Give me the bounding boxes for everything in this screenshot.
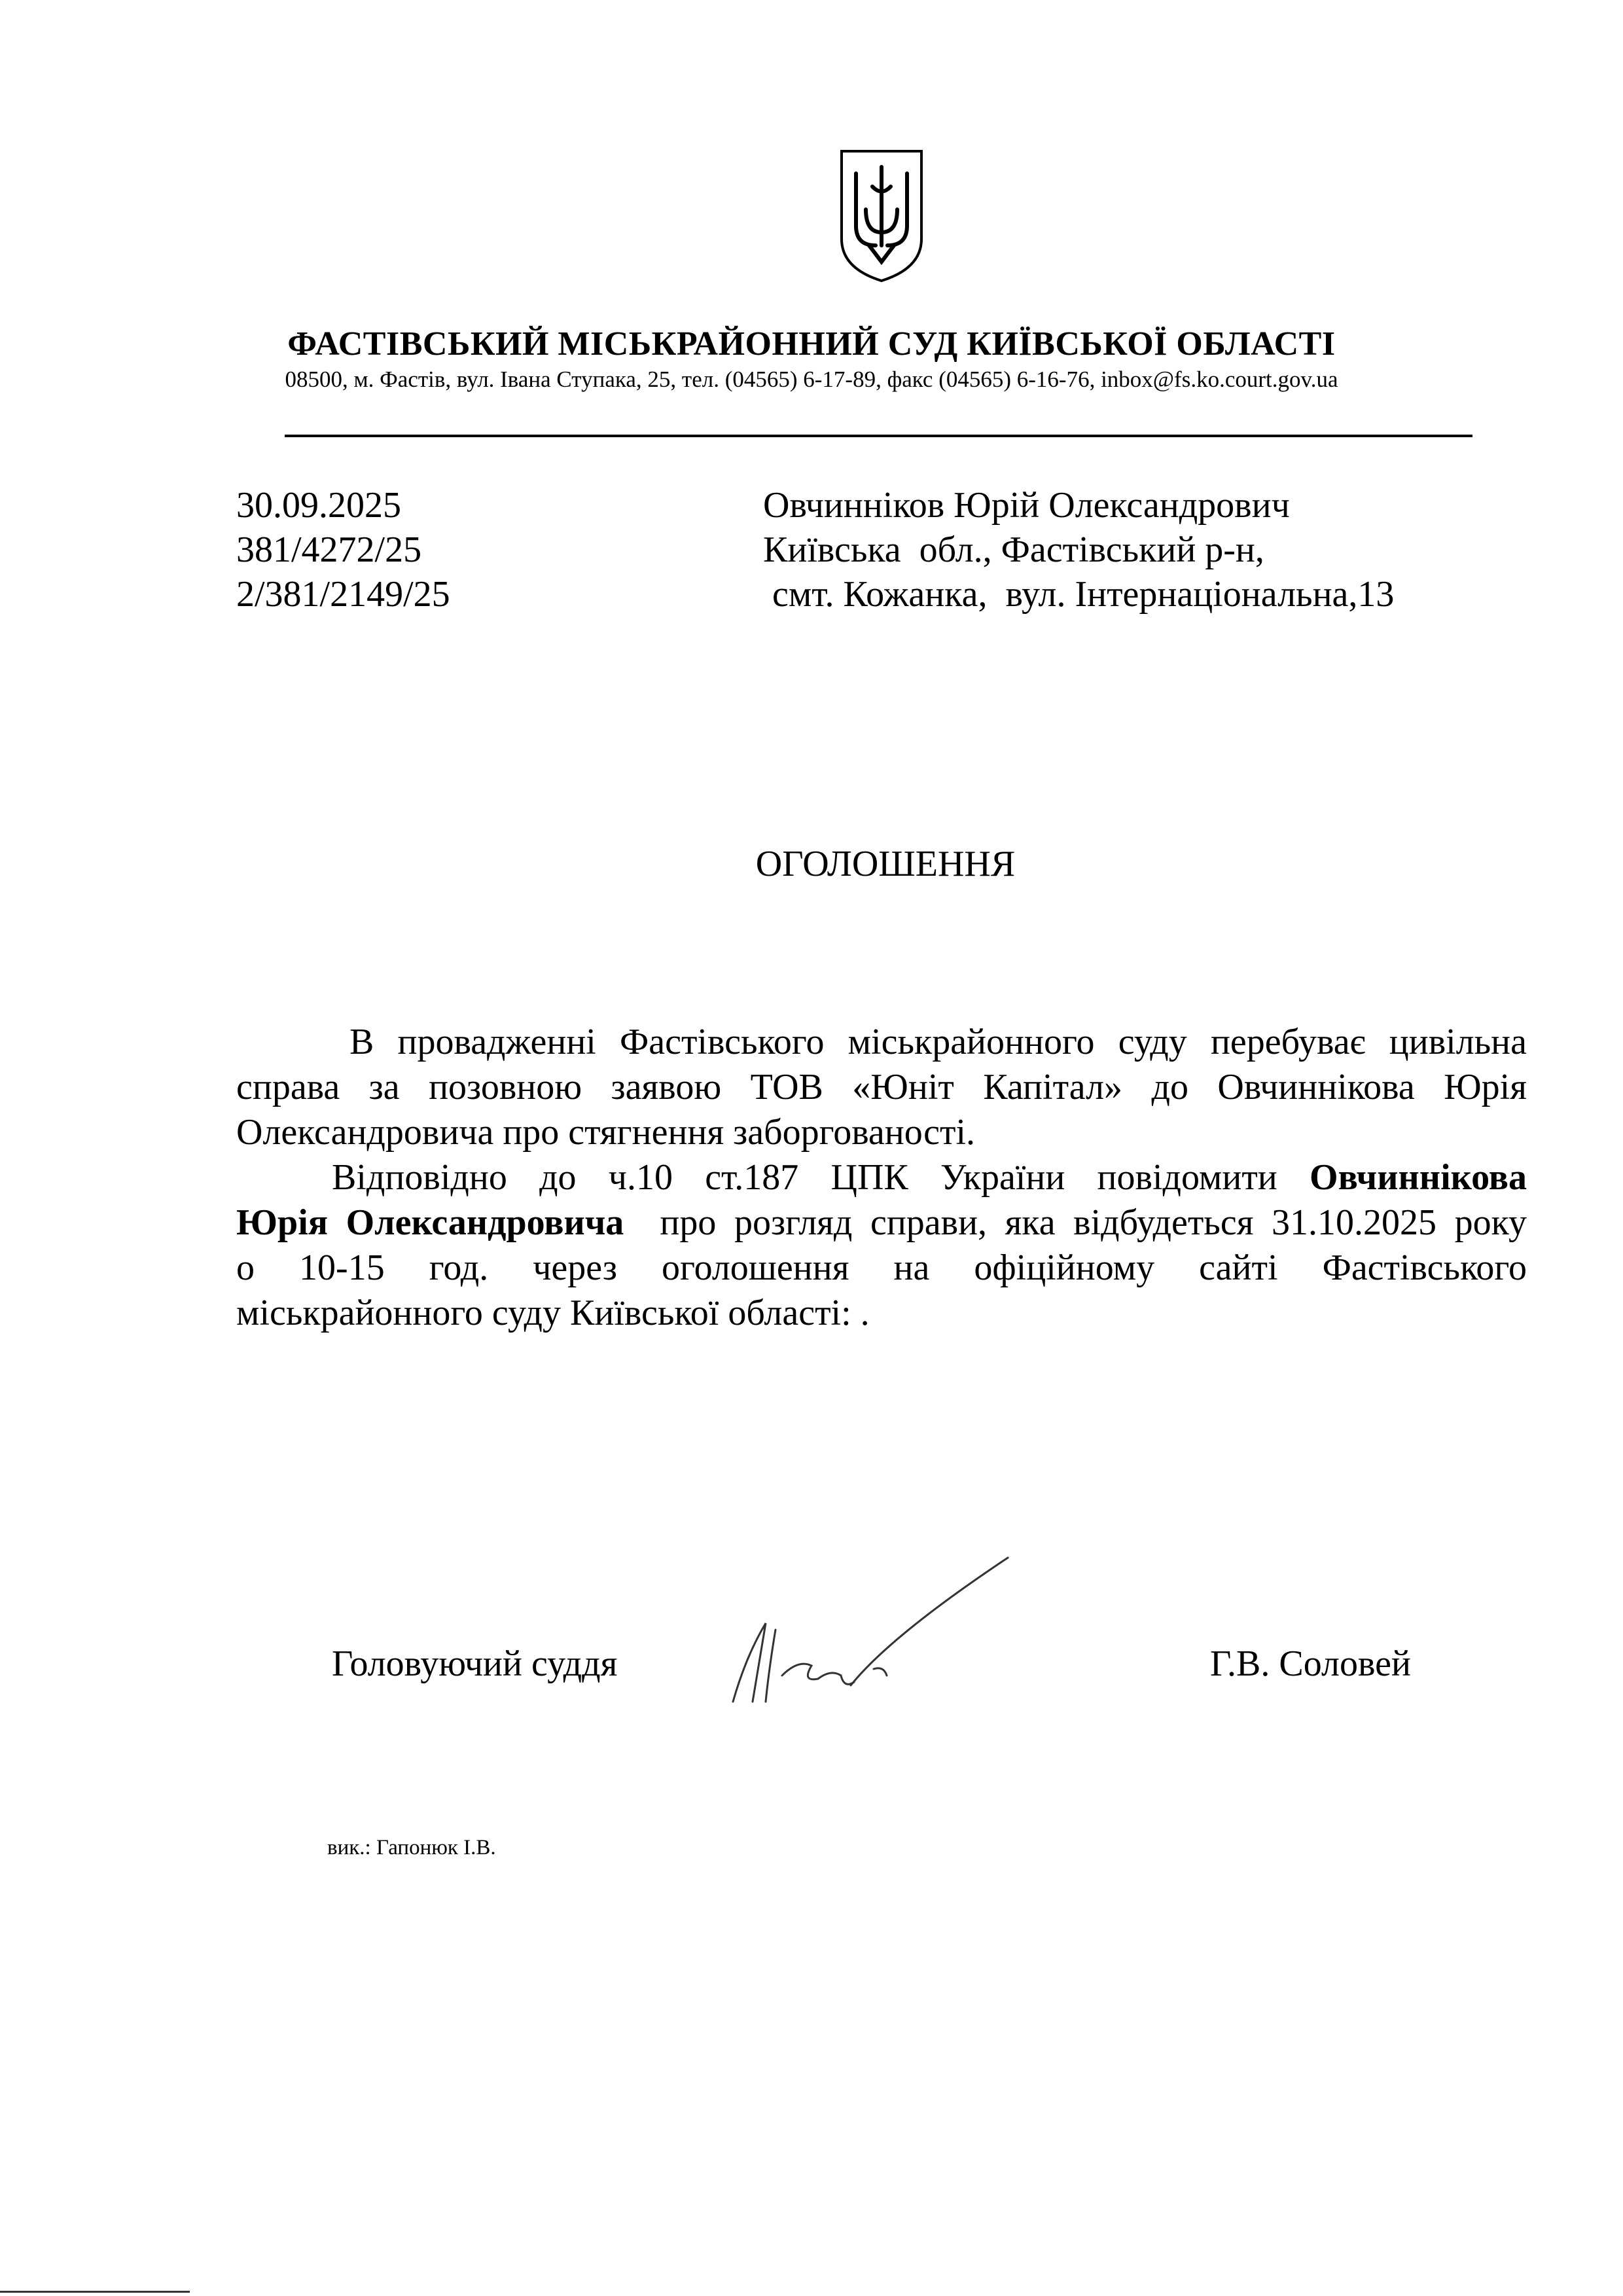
defendant-name-bold: Юрія Олександровича xyxy=(236,1202,624,1243)
judge-title: Головуючий суддя xyxy=(332,1643,618,1684)
case-number: 2/381/2149/25 xyxy=(236,574,450,615)
body-text: про розгляд справи, яка відбудеться 31.10.2025 року xyxy=(624,1202,1527,1243)
recipient-name: Овчинніков Юрій Олександрович xyxy=(763,485,1290,526)
body-line: В провадженні Фастівського міськрайонного суду перебуває цивільна xyxy=(349,1022,1527,1062)
body-line: о 10-15 год. через оголошення на офіційному сайті Фастівського xyxy=(236,1247,1527,1288)
judge-name: Г.В. Соловей xyxy=(1210,1643,1411,1684)
header-divider xyxy=(285,435,1472,437)
court-address: 08500, м. Фастів, вул. Івана Ступака, 25, тел. (04565) 6-17-89, факс (04565) 6-16-76, inbox@fs.ko.court.gov.ua xyxy=(285,367,1338,392)
defendant-name-bold: Овчиннікова xyxy=(1310,1157,1527,1198)
document-meta xyxy=(236,483,450,617)
coat-of-arms-icon xyxy=(836,147,927,283)
court-name: ФАСТІВСЬКИЙ МІСЬКРАЙОННИЙ СУД КИЇВСЬКОЇ ОБЛАСТІ xyxy=(287,325,1336,363)
outgoing-number: 381/4272/25 xyxy=(236,529,422,570)
executor-note: вик.: Гапонюк І.В. xyxy=(327,1836,496,1859)
body-text: Відповідно до ч.10 ст.187 ЦПК України повідомити xyxy=(332,1157,1310,1198)
body-line xyxy=(236,1202,1527,1244)
body-line: справа за позовною заявою ТОВ «Юніт Капітал» до Овчиннікова Юрія xyxy=(236,1067,1527,1107)
recipient-address-1: Київська обл., Фастівський р-н, xyxy=(763,529,1264,570)
body-line xyxy=(332,1157,1527,1198)
body-line: Олександровича про стягнення заборгованості. xyxy=(236,1112,975,1153)
handwritten-signature xyxy=(720,1551,1014,1715)
body-line: міськрайонного суду Київської області: . xyxy=(236,1293,870,1333)
document-heading: ОГОЛОШЕННЯ xyxy=(755,844,1016,884)
scan-edge-mark xyxy=(0,2291,190,2293)
document-date: 30.09.2025 xyxy=(236,485,401,526)
recipient-address-2: смт. Кожанка, вул. Інтернаціональна,13 xyxy=(763,574,1395,615)
recipient-block xyxy=(763,483,1394,617)
